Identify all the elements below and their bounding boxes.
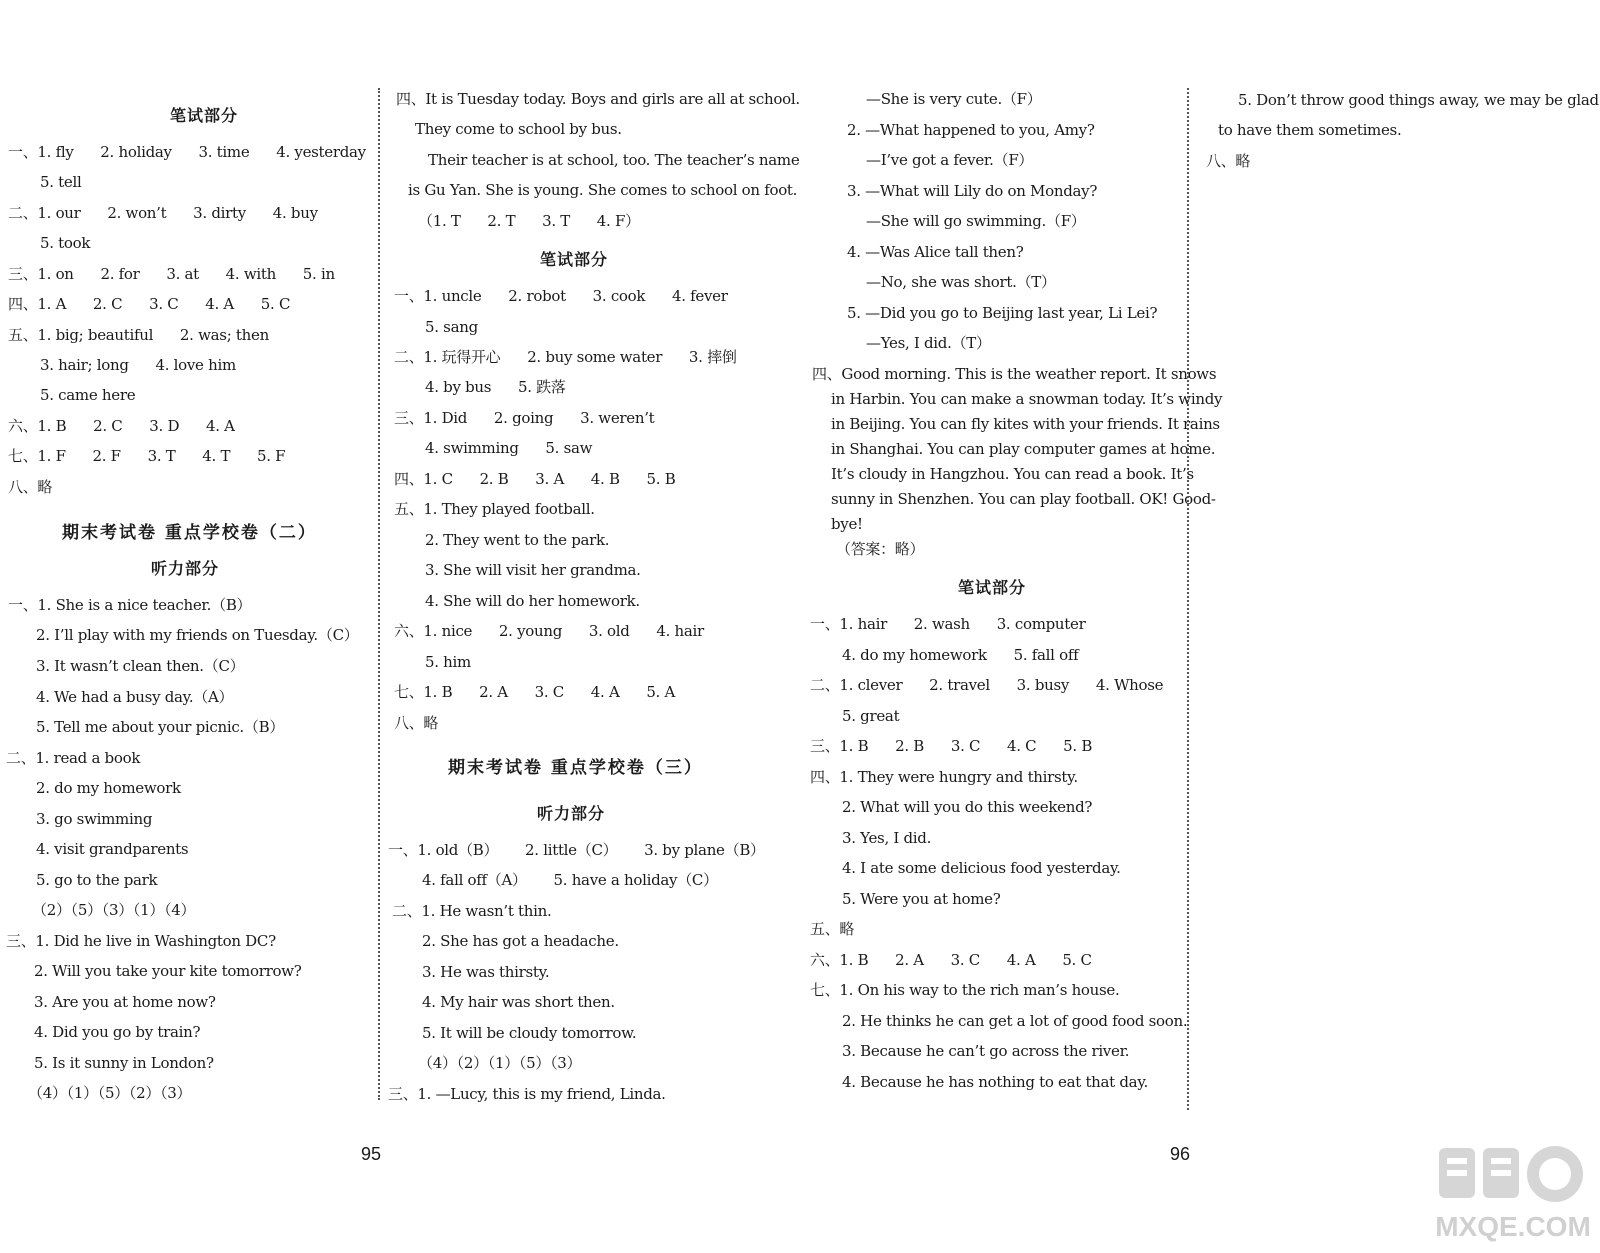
answer-line: 3. hair; long 4. love him bbox=[40, 356, 236, 374]
page-number-right: 96 bbox=[1170, 1144, 1191, 1164]
answer-line: 4. She will do her homework. bbox=[425, 592, 640, 610]
answer-line: 4. by bus 5. 跌落 bbox=[425, 378, 566, 396]
answer-line: in Harbin. You can make a snowman today. It’s windy bbox=[831, 390, 1223, 408]
answer-line: 五、略 bbox=[810, 920, 855, 938]
answer-line: 七、1. F 2. F 3. T 4. T 5. F bbox=[8, 447, 286, 465]
answer-line: 4. visit grandparents bbox=[36, 840, 189, 858]
answer-line: 四、Good morning. This is the weather report. It snows bbox=[812, 365, 1217, 383]
answer-line: 六、1. nice 2. young 3. old 4. hair bbox=[394, 622, 704, 640]
answer-line: It’s cloudy in Hangzhou. You can read a book. It’s bbox=[831, 465, 1194, 483]
answer-line: 5. —Did you go to Beijing last year, Li Lei? bbox=[847, 304, 1158, 322]
answer-line: —Yes, I did.（T） bbox=[866, 334, 991, 352]
answer-line: 3. Because he can’t go across the river. bbox=[842, 1042, 1130, 1060]
answer-line: 四、1. C 2. B 3. A 4. B 5. B bbox=[394, 470, 676, 488]
exam-title: 期末考试卷 重点学校卷（二） bbox=[62, 523, 317, 543]
answer-line: bye! bbox=[831, 515, 863, 533]
answer-line: 二、1. read a book bbox=[6, 749, 141, 767]
answer-line: 三、1. Did he live in Washington DC? bbox=[6, 932, 276, 950]
answer-line: —She is very cute.（F） bbox=[866, 90, 1042, 108]
answer-line: 5. Don’t throw good things away, we may be glad bbox=[1238, 91, 1599, 109]
answer-line: 4. I ate some delicious food yesterday. bbox=[842, 859, 1121, 877]
answer-line: 三、1. —Lucy, this is my friend, Linda. bbox=[388, 1085, 666, 1103]
section-heading: 笔试部分 bbox=[540, 250, 609, 269]
answer-line: 一、1. hair 2. wash 3. computer bbox=[810, 615, 1086, 633]
answer-line: 八、略 bbox=[1206, 152, 1251, 170]
answer-line: 四、1. A 2. C 3. C 4. A 5. C bbox=[8, 295, 291, 313]
answer-line: 3. Are you at home now? bbox=[34, 993, 216, 1011]
answer-line: 四、1. They were hungry and thirsty. bbox=[810, 768, 1078, 786]
answer-line: 2. What will you do this weekend? bbox=[842, 798, 1093, 816]
answer-line: 一、1. fly 2. holiday 3. time 4. yesterday bbox=[8, 143, 366, 161]
section-heading: 笔试部分 bbox=[958, 578, 1027, 597]
answer-line: 3. She will visit her grandma. bbox=[425, 561, 641, 579]
answer-line: 4. —Was Alice tall then? bbox=[847, 243, 1024, 261]
answer-line: 五、1. big; beautiful 2. was; then bbox=[8, 326, 269, 344]
answer-line: 三、1. B 2. B 3. C 4. C 5. B bbox=[810, 737, 1093, 755]
answer-line: 5. came here bbox=[40, 386, 136, 404]
answer-line: 5. It will be cloudy tomorrow. bbox=[422, 1024, 637, 1042]
answer-line: 4. We had a busy day.（A） bbox=[36, 688, 234, 706]
answer-line: 七、1. B 2. A 3. C 4. A 5. A bbox=[394, 683, 676, 701]
answer-line: 2. They went to the park. bbox=[425, 531, 610, 549]
answer-line: 一、1. uncle 2. robot 3. cook 4. fever bbox=[394, 287, 728, 305]
answer-line: 4. Did you go by train? bbox=[34, 1023, 201, 1041]
answer-line: 2. He thinks he can get a lot of good food soon. bbox=[842, 1012, 1188, 1030]
answer-line: 3. go swimming bbox=[36, 810, 153, 828]
section-heading: 听力部分 bbox=[537, 804, 606, 823]
answer-line: 三、1. on 2. for 3. at 4. with 5. in bbox=[8, 265, 335, 283]
answer-line: 六、1. B 2. A 3. C 4. A 5. C bbox=[810, 951, 1092, 969]
answer-line: 5. go to the park bbox=[36, 871, 158, 889]
answer-line: 五、1. They played football. bbox=[394, 500, 595, 518]
section-heading: 听力部分 bbox=[151, 559, 220, 578]
answer-line: （4）（1）（5）（2）（3） bbox=[28, 1084, 192, 1102]
answer-line: 七、1. On his way to the rich man’s house. bbox=[810, 981, 1120, 999]
answer-line: （1. T 2. T 3. T 4. F） bbox=[418, 212, 640, 230]
answer-line: 4. My hair was short then. bbox=[422, 993, 615, 1011]
answer-line: is Gu Yan. She is young. She comes to school on foot. bbox=[408, 181, 798, 199]
answer-line: 3. —What will Lily do on Monday? bbox=[847, 182, 1098, 200]
answer-line: Their teacher is at school, too. The teacher’s name bbox=[428, 151, 800, 169]
answer-line: 二、1. He wasn’t thin. bbox=[392, 902, 552, 920]
answer-line: They come to school by bus. bbox=[415, 120, 622, 138]
answer-line: 八、略 bbox=[394, 714, 439, 732]
answer-line: 5. sang bbox=[425, 318, 478, 336]
answer-line: 4. Because he has nothing to eat that day. bbox=[842, 1073, 1148, 1091]
section-heading: 笔试部分 bbox=[170, 106, 239, 125]
answer-line: 一、1. She is a nice teacher.（B） bbox=[8, 596, 252, 614]
answer-line: 4. swimming 5. saw bbox=[425, 439, 593, 457]
column-divider-right bbox=[1187, 88, 1189, 1110]
answer-line: 2. She has got a headache. bbox=[422, 932, 619, 950]
answer-line: 八、略 bbox=[8, 478, 53, 496]
answer-line: 5. Were you at home? bbox=[842, 890, 1001, 908]
answer-line: 3. He was thirsty. bbox=[422, 963, 550, 981]
answer-line: 5. him bbox=[425, 653, 471, 671]
answer-line: （4）（2）（1）（5）（3） bbox=[418, 1054, 582, 1072]
answer-line: 5. great bbox=[842, 707, 900, 725]
answer-line: 5. Tell me about your picnic.（B） bbox=[36, 718, 285, 736]
answer-line: to have them sometimes. bbox=[1218, 121, 1402, 139]
answer-line: —She will go swimming.（F） bbox=[866, 212, 1086, 230]
answer-line: 2. do my homework bbox=[36, 779, 181, 797]
answer-line: （答案：略） bbox=[836, 540, 925, 558]
watermark-text: MXQE.COM bbox=[1435, 1211, 1591, 1242]
answer-line: 二、1. our 2. won’t 3. dirty 4. buy bbox=[8, 204, 318, 222]
answer-line: 5. tell bbox=[40, 173, 82, 191]
answer-line: （2）（5）（3）（1）（4） bbox=[32, 901, 196, 919]
answer-line: 2. —What happened to you, Amy? bbox=[847, 121, 1095, 139]
answer-line: 六、1. B 2. C 3. D 4. A bbox=[8, 417, 235, 435]
answer-line: —I’ve got a fever.（F） bbox=[866, 151, 1034, 169]
answer-line: 一、1. old（B） 2. little（C） 3. by plane（B） bbox=[388, 841, 765, 859]
answer-line: 4. fall off（A） 5. have a holiday（C） bbox=[422, 871, 718, 889]
answer-line: 2. I’ll play with my friends on Tuesday.（C） bbox=[36, 626, 359, 644]
answer-line: 三、1. Did 2. going 3. weren’t bbox=[394, 409, 655, 427]
exam-title: 期末考试卷 重点学校卷（三） bbox=[448, 758, 703, 778]
answer-line: 二、1. clever 2. travel 3. busy 4. Whose bbox=[810, 676, 1164, 694]
answer-line: 4. do my homework 5. fall off bbox=[842, 646, 1079, 664]
answer-line: 5. took bbox=[40, 234, 91, 252]
answer-line: 3. It wasn’t clean then.（C） bbox=[36, 657, 245, 675]
answer-line: 5. Is it sunny in London? bbox=[34, 1054, 214, 1072]
answer-line: 2. Will you take your kite tomorrow? bbox=[34, 962, 302, 980]
answer-line: 3. Yes, I did. bbox=[842, 829, 932, 847]
answer-line: in Shanghai. You can play computer games at home. bbox=[831, 440, 1216, 458]
answer-line: —No, she was short.（T） bbox=[866, 273, 1056, 291]
column-divider-left bbox=[378, 88, 380, 1100]
answer-line: 四、It is Tuesday today. Boys and girls are all at school. bbox=[396, 90, 800, 108]
answer-line: sunny in Shenzhen. You can play football. OK! Good- bbox=[831, 490, 1216, 508]
answer-line: in Beijing. You can fly kites with your friends. It rains bbox=[831, 415, 1220, 433]
page-number-left: 95 bbox=[361, 1144, 382, 1164]
answer-line: 二、1. 玩得开心 2. buy some water 3. 摔倒 bbox=[394, 348, 737, 366]
watermark-logo bbox=[1433, 1140, 1593, 1245]
